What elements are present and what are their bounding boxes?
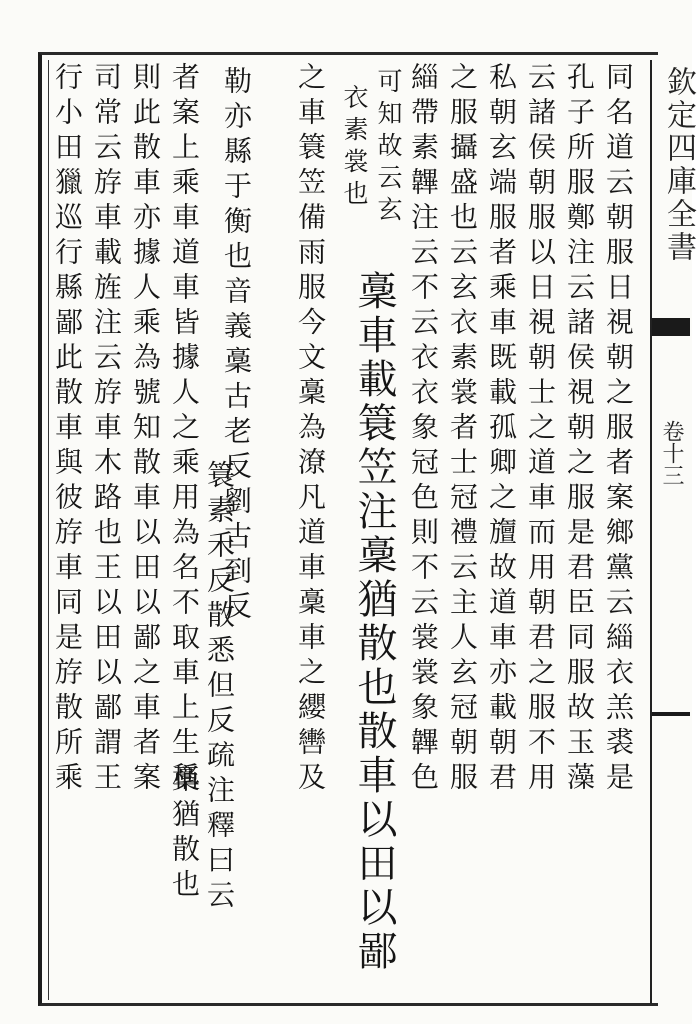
text-column-15: 則此散車亦據人乘為號知散車以田以鄙之車者案 [129,62,162,797]
text-column-14: 者案上乘車道車皆據人之乘用為名不取車上生稱 [168,62,201,797]
book-title: 欽定四庫全書 [661,66,696,264]
text-column-3: 云諸侯朝服以日視朝士之道車而用朝君之服不用 [524,62,557,797]
text-column-11: 勒亦縣于衡也音義稾古老反劉古到反 [220,66,253,626]
main-text-column: 稾車載簑笠注稾猶散也散車以田以鄙 [351,270,397,974]
text-column-10: 之車簑笠備雨服今文稾為潦凡道車稾車之纓轡及 [294,62,327,797]
text-column-5: 之服攝盛也云玄衣素裳者士冠禮云主人玄冠朝服 [446,62,479,797]
text-column-13: 稾猶散也 [168,764,201,904]
text-column-1: 同名道云朝服日視朝之服者案鄉黨云緇衣羔裘是 [602,62,635,797]
text-column-2: 孔子所服鄭注云諸侯視朝之服是君臣同服故玉藻 [563,62,596,797]
text-column-6: 緇帶素韠注云不云衣衣象冠色則不云裳裳象韠色 [407,62,440,797]
fish-tail-mark-lower [652,712,690,716]
text-column-17: 行小田獵巡行縣鄙此散車與彼斿車同是斿散所乘 [51,62,84,797]
fish-tail-mark [652,318,690,336]
text-column-7: 可知故云玄 [374,68,403,228]
text-column-8: 衣素裳也 [340,84,369,212]
text-column-12: 簑素禾反散悉但反疏注釋曰云 [203,460,236,915]
text-column-16: 司常云斿車載旌注云斿車木路也王以田以鄙謂王 [90,62,123,797]
juan-number: 卷十三 [659,420,684,486]
text-column-4: 私朝玄端服者乘車既載孤卿之旜故道車亦載朝君 [485,62,518,797]
